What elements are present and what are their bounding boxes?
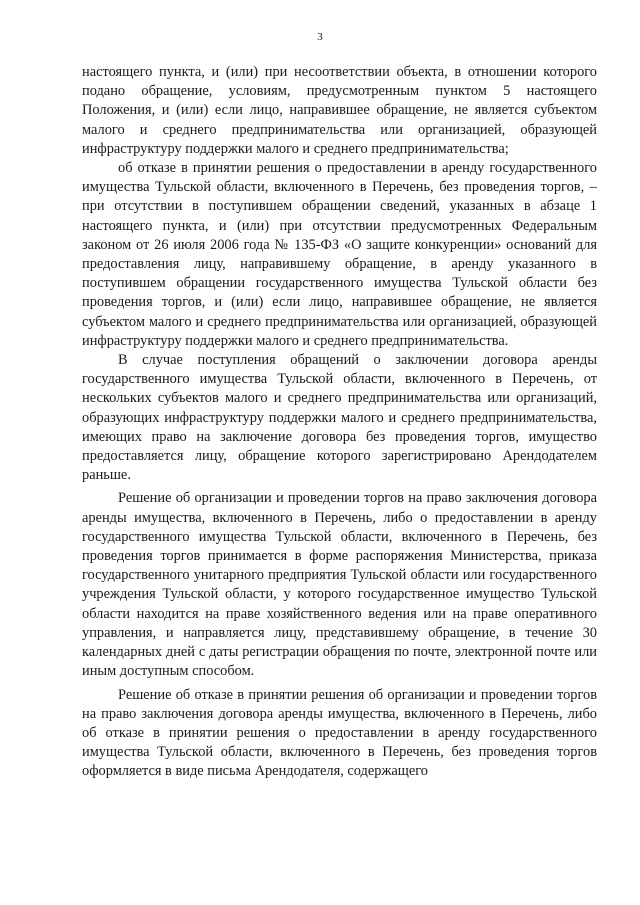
page-number: 3 <box>317 31 323 43</box>
document-body <box>82 63 597 782</box>
paragraph-continuation: настоящего пункта, и (или) при несоответствии объекта, в отношении которого подано обращение, условиям, предусмотренным пунктом 5 настоящего Положения, и (или) если лицо, направившее обращение, не является субъектом малого и среднего предпринимательства или организацией, образующей инфраструктуру поддержки малого и среднего предпринимательства; <box>82 64 597 157</box>
paragraph-refusal-letter: Решение об отказе в принятии решения об организации и проведении торгов на право заключения договора аренды имущества, включенного в Перечень, либо об отказе в принятии решения о предоставлении в аренду государственного имущества Тульской области, включенного в Перечень, без проведения торгов оформляется в виде письма Арендодателя, содержащего <box>82 686 597 780</box>
paragraph-decision-form: Решение об организации и проведении торгов на право заключения договора аренды имущества, включенного в Перечень, либо о предоставлении в аренду государственного имущества Тульской области, включенного в Перечень, без проведения торгов принимается в форме распоряжения Министерства, приказа государственного унитарного предприятия Тульской области или государственного учреждения Тульской области, у которого государственное имущество Тульской области находится на праве хозяйственного ведения или на праве оперативного управления, и направляется лицу, представившему обращение, в течение 30 календарных дней с даты регистрации обращения по почте, электронной почте или иным доступным способом. <box>82 490 597 680</box>
paragraph-refusal-clause: об отказе в принятии решения о предоставлении в аренду государственного имущества Тульской области, включенного в Перечень, без проведения торгов, – при отсутствии в поступившем обращении сведений, указанных в абзаце 1 настоящего пункта, и (или) при отсутствии предусмотренных Федеральным законом от 26 июля 2006 года № 135-ФЗ «О защите конкуренции» оснований для предоставления лицу, направившему обращение, в аренду указанного в поступившем обращении государственного имущества Тульской области без проведения торгов, и (или) если лицо, направившее обращение, не является субъектом малого и среднего предпринимательства или организацией, образующей инфраструктуру поддержки малого и среднего предпринимательства. <box>82 160 597 349</box>
paragraph-multiple-applicants: В случае поступления обращений о заключении договора аренды государственного имущества Тульской области, включенного в Перечень, от нескольких субъектов малого и среднего предпринимательства или организаций, образующих инфраструктуру поддержки малого и среднего предпринимательства, имеющих право на заключение договора без проведения торгов, имущество предоставляется лицу, обращение которого зарегистрировано Арендодателем раньше. <box>82 352 597 484</box>
